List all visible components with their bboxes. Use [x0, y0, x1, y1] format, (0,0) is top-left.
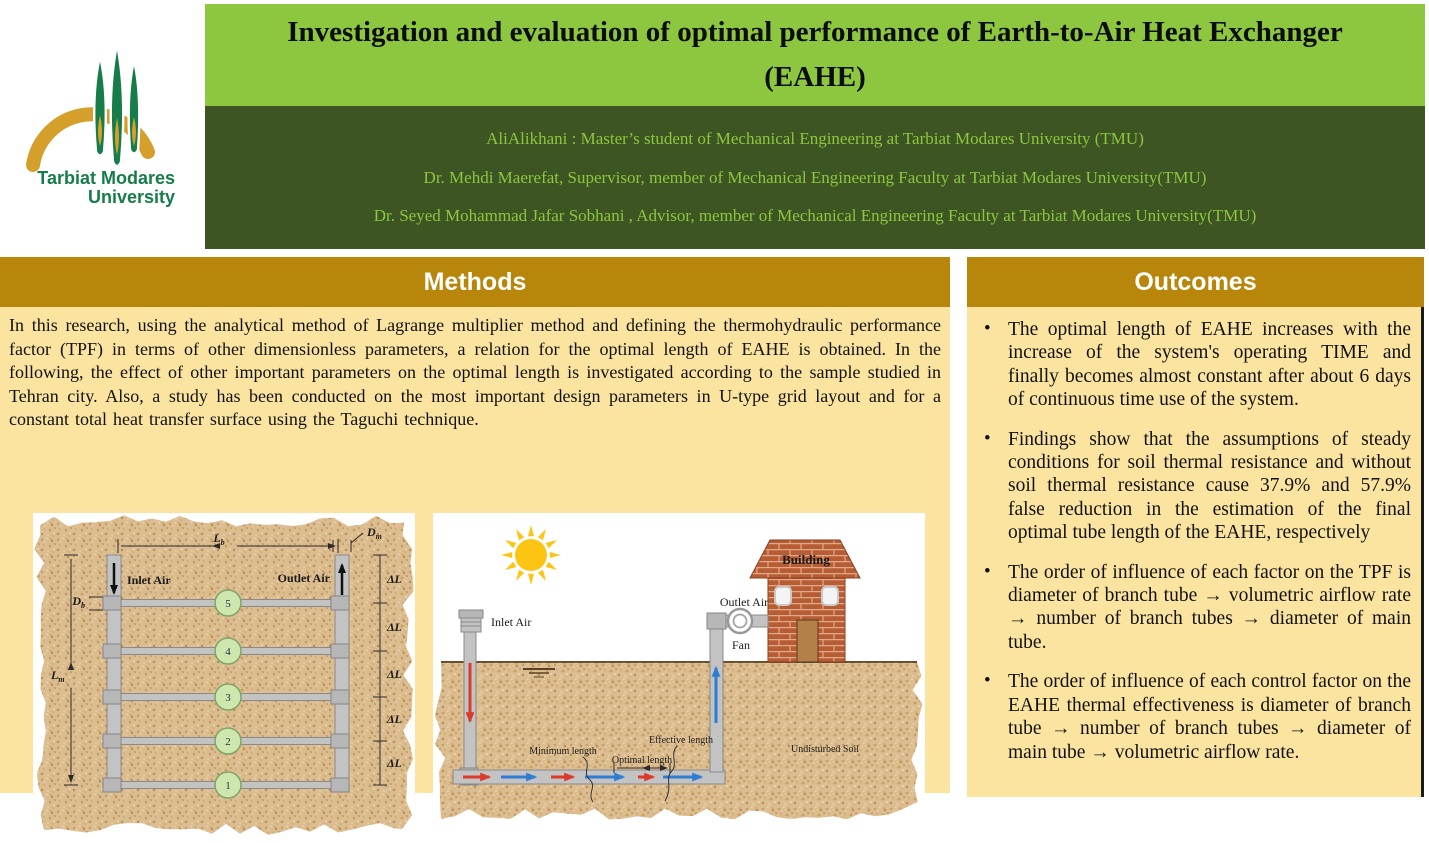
- svg-text:ΔL: ΔL: [387, 620, 402, 634]
- label-effective-length: Effective length: [649, 735, 713, 746]
- outcome-bullet-2: • Findings show that the assumptions of steady conditions for soil thermal resistance and without soil thermal resistance cause 37.9% and 57.9% false reduction in the estimation of the final optimal tube length of the EAHE, respectively: [977, 428, 1415, 545]
- window-left: [775, 587, 791, 605]
- outcomes-heading: Outcomes: [1134, 267, 1257, 296]
- label-undisturbed-soil: Undisturbed Soil: [790, 744, 860, 755]
- svg-text:ΔL: ΔL: [387, 667, 402, 681]
- svg-text:1: 1: [225, 780, 231, 792]
- methods-body: [0, 307, 950, 793]
- label-db: $D_b$: [72, 594, 85, 610]
- outcome-bullet-3: • The order of influence of each factor on the TPF is diameter of branch tube → volumetric airflow rate → number of branch tubes → diameter of main tube.: [977, 561, 1415, 655]
- label-minimum-length: Minimum length: [529, 746, 597, 757]
- author-line-2: Dr. Mehdi Maerefat, Supervisor, member of Mechanical Engineering Faculty at Tarbiat Modares University(TMU): [423, 167, 1207, 187]
- label-fan: Fan: [732, 638, 750, 652]
- svg-text:ΔL: ΔL: [387, 712, 402, 726]
- outcome-bullet-4: • The order of influence of each control factor on the EAHE thermal effectiveness is diameter of branch tube → number of branch tubes → diameter of main tube → volumetric airflow rate.: [977, 670, 1415, 764]
- outcome-bullet-1: • The optimal length of EAHE increases with the increase of the system's operating TIME and finally becomes almost constant after about 6 days of continuous time use of the system.: [977, 318, 1415, 412]
- university-logo-box: [0, 0, 205, 252]
- svg-text:4: 4: [225, 646, 231, 658]
- methods-heading: Methods: [423, 267, 527, 296]
- authors-band: [205, 106, 1425, 249]
- label-lm: $L_m$: [51, 668, 65, 684]
- bullet-dot: •: [984, 318, 991, 339]
- label-lb: $L_b$: [213, 531, 225, 547]
- svg-text:ΔL: ΔL: [387, 756, 402, 770]
- bullet-dot: •: [984, 670, 991, 692]
- svg-text:3: 3: [225, 692, 231, 704]
- outcomes-panel: [967, 257, 1424, 797]
- svg-text:2: 2: [225, 736, 231, 748]
- label-outlet-air: Outlet Air: [719, 595, 769, 609]
- bullet-dot: •: [984, 427, 991, 449]
- methods-paragraph: In this research, using the analytical method of Lagrange multiplier method and defining the thermohydraulic performance factor (TPF) in terms of other dimensionless parameters, a relation for the optimal length of EAHE is obtained. In the following, the effect of other important parameters on the optimal length is investigated according to the sample studied in Tehran city. Also, a study has been conducted on the most important design parameters in U-type grid layout and for a constant total heat transfer surface using the Taguchi technique.: [9, 315, 941, 429]
- logo-text-line1: Tarbiat Modares: [37, 168, 175, 188]
- logo-text-line2: University: [87, 187, 175, 207]
- author-line-3: Dr. Seyed Mohammad Jafar Sobhani , Advisor, member of Mechanical Engineering Faculty at Tarbiat Modares University(TMU): [373, 206, 1257, 226]
- sun-icon: [501, 525, 561, 585]
- door: [797, 620, 818, 662]
- label-dm: $D_m$: [367, 525, 382, 541]
- outcomes-body: [967, 307, 1424, 797]
- methods-panel: [0, 257, 950, 793]
- methods-header: [0, 257, 950, 307]
- svg-text:ΔL: ΔL: [387, 572, 402, 586]
- title-band: [205, 4, 1425, 106]
- label-optimal-length: Optimal length: [611, 755, 673, 766]
- author-line-1: AliAlikhani : Master’s student of Mechanical Engineering at Tarbiat Modares University (TMU): [486, 128, 1144, 148]
- figure-eahe-system: [433, 513, 925, 838]
- poster-title: Investigation and evaluation of optimal performance of Earth-to-Air Heat Exchanger (EAHE): [287, 16, 1343, 93]
- label-inlet-air: Inlet Air: [491, 615, 532, 629]
- window-right: [822, 587, 838, 605]
- label-building: Building: [782, 552, 830, 567]
- label-inlet-air: Inlet Air: [127, 573, 171, 587]
- figure-grid-layout: [33, 513, 415, 838]
- outcomes-header: [967, 257, 1424, 307]
- bullet-dot: •: [984, 560, 991, 582]
- svg-text:5: 5: [225, 598, 231, 610]
- label-outlet-air: Outlet Air: [277, 571, 330, 585]
- university-logo: [0, 0, 205, 215]
